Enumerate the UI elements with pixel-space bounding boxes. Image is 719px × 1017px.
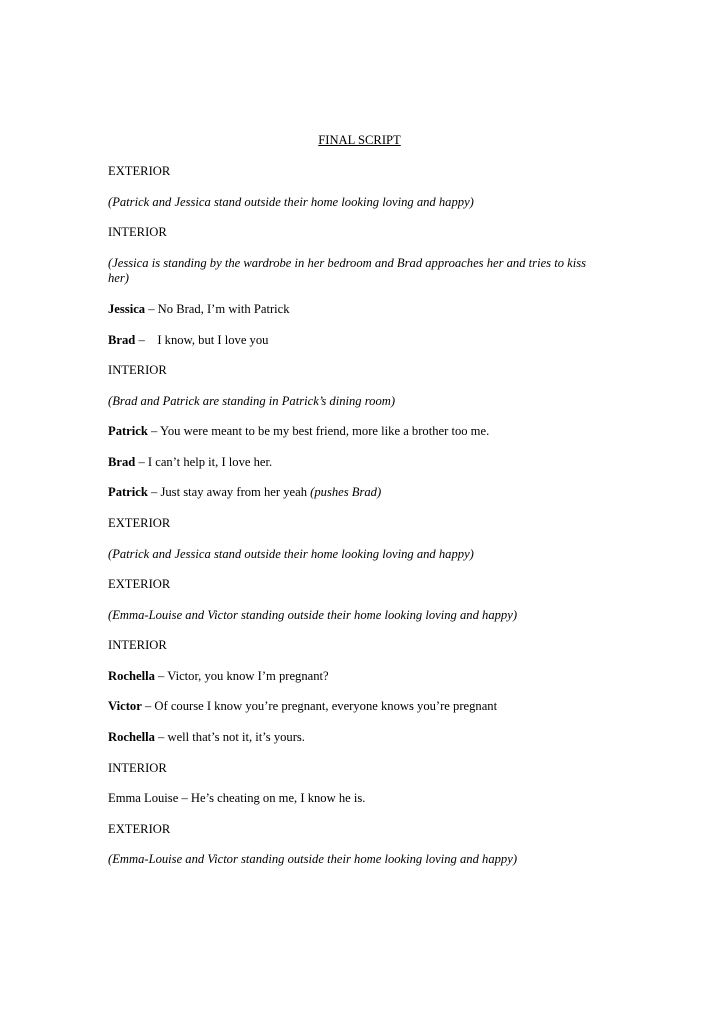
scene-heading-text: EXTERIOR [108,822,171,836]
dialogue-line [108,730,608,745]
dialogue-text: – You were meant to be my best friend, more like a brother too me. [147,424,490,438]
dialogue-text: – I know, but I love you [135,333,269,347]
page-title: FINAL SCRIPT [318,133,401,147]
speaker-name: Jessica [108,302,146,316]
stage-direction-text: (Jessica is standing by the wardrobe in her bedroom and Brad approaches her and tries to kiss her) [108,256,587,285]
speaker-name: Victor [108,699,142,713]
dialogue-text: – Of course I know you’re pregnant, everyone knows you’re pregnant [141,699,498,713]
stage-direction [108,256,608,286]
speaker-name: Rochella [108,730,155,744]
scene-heading [108,822,608,837]
scene-heading-text: INTERIOR [108,363,167,377]
speaker-name: Patrick [108,424,148,438]
scene-heading [108,577,608,592]
speaker-name: Brad [108,333,136,347]
stage-direction-text: (Brad and Patrick are standing in Patrick’s dining room) [108,394,396,408]
scene-heading [108,516,608,531]
scene-heading [108,363,608,378]
speaker-name: Brad [108,455,136,469]
dialogue-text: – well that’s not it, it’s yours. [154,730,305,744]
dialogue-line [108,669,608,684]
stage-direction [108,608,608,623]
dialogue-line [108,424,608,439]
scene-heading-text: EXTERIOR [108,164,171,178]
speaker-name: Patrick [108,485,148,499]
dialogue-line [108,333,608,348]
dialogue-line [108,455,608,470]
stage-direction-text: (Patrick and Jessica stand outside their home looking loving and happy) [108,547,474,561]
scene-heading-text: EXTERIOR [108,516,171,530]
stage-direction [108,195,608,210]
stage-direction-text: (Emma-Louise and Victor standing outside their home looking loving and happy) [108,608,518,622]
dialogue-text: – Victor, you know I’m pregnant? [154,669,329,683]
dialogue-text: – Just stay away from her yeah [147,485,311,499]
scene-heading-text: INTERIOR [108,761,167,775]
stage-direction-text: (Emma-Louise and Victor standing outside their home looking loving and happy) [108,852,518,866]
scene-heading [108,761,608,776]
scene-heading-text: INTERIOR [108,638,167,652]
stage-direction [108,394,608,409]
stage-direction [108,547,608,562]
dialogue-text: Emma Louise – He’s cheating on me, I know he is. [108,791,366,805]
scene-heading [108,164,608,179]
dialogue-line [108,485,608,500]
stage-direction [108,852,608,867]
scene-heading-text: INTERIOR [108,225,167,239]
dialogue-line [108,302,608,317]
dialogue-line [108,699,608,714]
action-note: (pushes Brad) [310,485,382,499]
scene-heading [108,638,608,653]
dialogue-text: – No Brad, I’m with Patrick [145,302,290,316]
scene-heading-text: EXTERIOR [108,577,171,591]
stage-direction-text: (Patrick and Jessica stand outside their home looking loving and happy) [108,195,474,209]
speaker-name: Rochella [108,669,155,683]
scene-heading [108,225,608,240]
dialogue-text: – I can’t help it, I love her. [135,455,273,469]
dialogue-line [108,791,608,806]
